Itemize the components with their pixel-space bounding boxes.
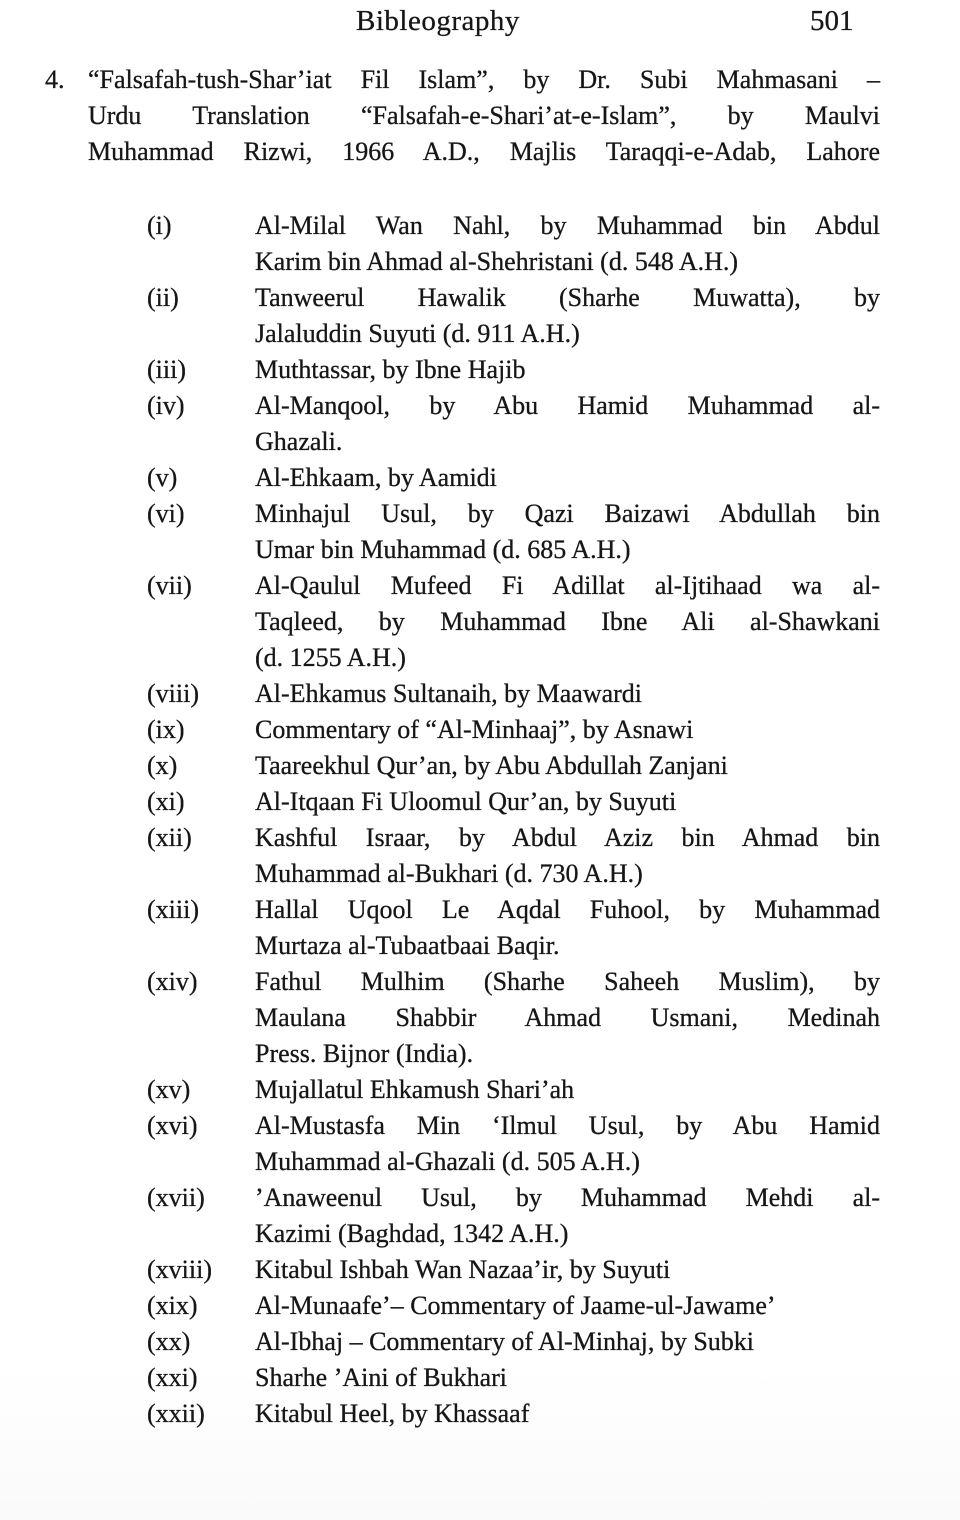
text-line: Al-Manqool, by Abu Hamid Muhammad al- xyxy=(255,391,880,420)
list-item-numeral: (xxi) xyxy=(147,1363,198,1392)
list-item xyxy=(147,208,880,280)
list-item xyxy=(147,1288,880,1324)
text-line: Mujallatul Ehkamush Shari’ah xyxy=(255,1075,575,1104)
list-item xyxy=(147,1396,880,1432)
list-item-text xyxy=(255,280,880,352)
list-item xyxy=(147,676,880,712)
list-item-numeral: (i) xyxy=(147,211,172,240)
list-item-text xyxy=(255,892,880,964)
list-item-text xyxy=(255,1288,880,1324)
list-item-numeral: (iii) xyxy=(147,355,186,384)
list-item-numeral: (xi) xyxy=(147,787,185,816)
text-line: Muhammad al-Bukhari (d. 730 A.H.) xyxy=(255,859,643,888)
list-item-numeral: (vii) xyxy=(147,571,192,600)
text-line: Al-Mustasfa Min ‘Ilmul Usul, by Abu Hamid xyxy=(255,1111,880,1140)
list-item-text xyxy=(255,1324,880,1360)
list-item-numeral: (xvi) xyxy=(147,1111,198,1140)
list-item xyxy=(147,496,880,568)
list-item-numeral: (xii) xyxy=(147,823,192,852)
text-line: Al-Qaulul Mufeed Fi Adillat al-Ijtihaad wa al- xyxy=(255,571,880,600)
text-line: Hallal Uqool Le Aqdal Fuhool, by Muhammad xyxy=(255,895,880,924)
text-line: ’Anaweenul Usul, by Muhammad Mehdi al- xyxy=(255,1183,880,1212)
text-line: Minhajul Usul, by Qazi Baizawi Abdullah bin xyxy=(255,499,880,528)
list-item-text xyxy=(255,964,880,1072)
list-item-text xyxy=(255,496,880,568)
list-item-text xyxy=(255,712,880,748)
list-item-text xyxy=(255,784,880,820)
list-item xyxy=(147,712,880,748)
text-line: Commentary of “Al-Minhaaj”, by Asnawi xyxy=(255,715,694,744)
list-item-text xyxy=(255,460,880,496)
list-item xyxy=(147,1108,880,1180)
list-item xyxy=(147,1252,880,1288)
entry-line: Muhammad Rizwi, 1966 A.D., Majlis Taraqqi-e-Adab, Lahore xyxy=(88,137,880,166)
list-item xyxy=(147,892,880,964)
list-item-numeral: (x) xyxy=(147,751,178,780)
text-line: Muhammad al-Ghazali (d. 505 A.H.) xyxy=(255,1147,640,1176)
bibliography-list xyxy=(147,208,880,1432)
entry-line: “Falsafah-tush-Shar’iat Fil Islam”, by Dr. Subi Mahmasani – xyxy=(88,65,880,94)
list-item xyxy=(147,784,880,820)
list-item-numeral: (xviii) xyxy=(147,1255,212,1284)
list-item-text xyxy=(255,1108,880,1180)
list-item xyxy=(147,388,880,460)
text-line: Al-Milal Wan Nahl, by Muhammad bin Abdul xyxy=(255,211,880,240)
text-line: Fathul Mulhim (Sharhe Saheeh Muslim), by xyxy=(255,967,880,996)
text-line: (d. 1255 A.H.) xyxy=(255,643,406,672)
page-title: Bibleography xyxy=(356,5,520,37)
text-line: Kitabul Heel, by Khassaaf xyxy=(255,1399,530,1428)
page-number: 501 xyxy=(810,5,854,37)
list-item xyxy=(147,1324,880,1360)
list-item-text xyxy=(255,820,880,892)
text-line: Jalaluddin Suyuti (d. 911 A.H.) xyxy=(255,319,580,348)
text-line: Al-Ehkaam, by Aamidi xyxy=(255,463,497,492)
text-line: Press. Bijnor (India). xyxy=(255,1039,474,1068)
list-item-text xyxy=(255,1252,880,1288)
list-item xyxy=(147,1360,880,1396)
list-item xyxy=(147,352,880,388)
list-item-numeral: (iv) xyxy=(147,391,185,420)
list-item xyxy=(147,748,880,784)
list-item xyxy=(147,280,880,352)
text-line: Sharhe ’Aini of Bukhari xyxy=(255,1363,508,1392)
text-line: Ghazali. xyxy=(255,427,343,456)
page-header xyxy=(0,0,960,50)
list-item-numeral: (viii) xyxy=(147,679,199,708)
bibliography-entry xyxy=(45,62,880,170)
list-item-numeral: (xiii) xyxy=(147,895,199,924)
list-item-text xyxy=(255,1360,880,1396)
text-line: Murtaza al-Tubaatbaai Baqir. xyxy=(255,931,560,960)
text-line: Umar bin Muhammad (d. 685 A.H.) xyxy=(255,535,631,564)
list-item-text xyxy=(255,676,880,712)
list-item-numeral: (xv) xyxy=(147,1075,191,1104)
text-line: Kashful Israar, by Abdul Aziz bin Ahmad bin xyxy=(255,823,880,852)
list-item-text xyxy=(255,388,880,460)
text-line: Taqleed, by Muhammad Ibne Ali al-Shawkani xyxy=(255,607,880,636)
list-item-numeral: (xiv) xyxy=(147,967,198,996)
text-line: Karim bin Ahmad al-Shehristani (d. 548 A.H.) xyxy=(255,247,739,276)
text-line: Al-Itqaan Fi Uloomul Qur’an, by Suyuti xyxy=(255,787,677,816)
text-line: Kitabul Ishbah Wan Nazaa’ir, by Suyuti xyxy=(255,1255,671,1284)
list-item-text xyxy=(255,1396,880,1432)
list-item-numeral: (vi) xyxy=(147,499,185,528)
text-line: Al-Munaafe’– Commentary of Jaame-ul-Jawame’ xyxy=(255,1291,776,1320)
list-item-numeral: (xvii) xyxy=(147,1183,205,1212)
list-item-numeral: (xx) xyxy=(147,1327,191,1356)
text-line: Maulana Shabbir Ahmad Usmani, Medinah xyxy=(255,1003,880,1032)
list-item-numeral: (xxii) xyxy=(147,1399,205,1428)
list-item-text xyxy=(255,352,880,388)
list-item-text xyxy=(255,1180,880,1252)
list-item-text xyxy=(255,1072,880,1108)
list-item xyxy=(147,820,880,892)
text-line: Al-Ibhaj – Commentary of Al-Minhaj, by Subki xyxy=(255,1327,755,1356)
entry-number: 4. xyxy=(45,65,65,94)
list-item xyxy=(147,1072,880,1108)
text-line: Taareekhul Qur’an, by Abu Abdullah Zanjani xyxy=(255,751,728,780)
list-item-numeral: (xix) xyxy=(147,1291,198,1320)
text-line: Tanweerul Hawalik (Sharhe Muwatta), by xyxy=(255,283,880,312)
list-item-text xyxy=(255,568,880,676)
list-item-numeral: (v) xyxy=(147,463,178,492)
entry-line: Urdu Translation “Falsafah-e-Shari’at-e-Islam”, by Maulvi xyxy=(88,101,880,130)
list-item-text xyxy=(255,208,880,280)
list-item-numeral: (ix) xyxy=(147,715,185,744)
text-line: Muthtassar, by Ibne Hajib xyxy=(255,355,526,384)
text-line: Kazimi (Baghdad, 1342 A.H.) xyxy=(255,1219,569,1248)
list-item xyxy=(147,964,880,1072)
entry-text xyxy=(88,62,880,170)
list-item xyxy=(147,1180,880,1252)
text-line: Al-Ehkamus Sultanaih, by Maawardi xyxy=(255,679,643,708)
list-item xyxy=(147,460,880,496)
list-item-text xyxy=(255,748,880,784)
list-item-numeral: (ii) xyxy=(147,283,179,312)
list-item xyxy=(147,568,880,676)
